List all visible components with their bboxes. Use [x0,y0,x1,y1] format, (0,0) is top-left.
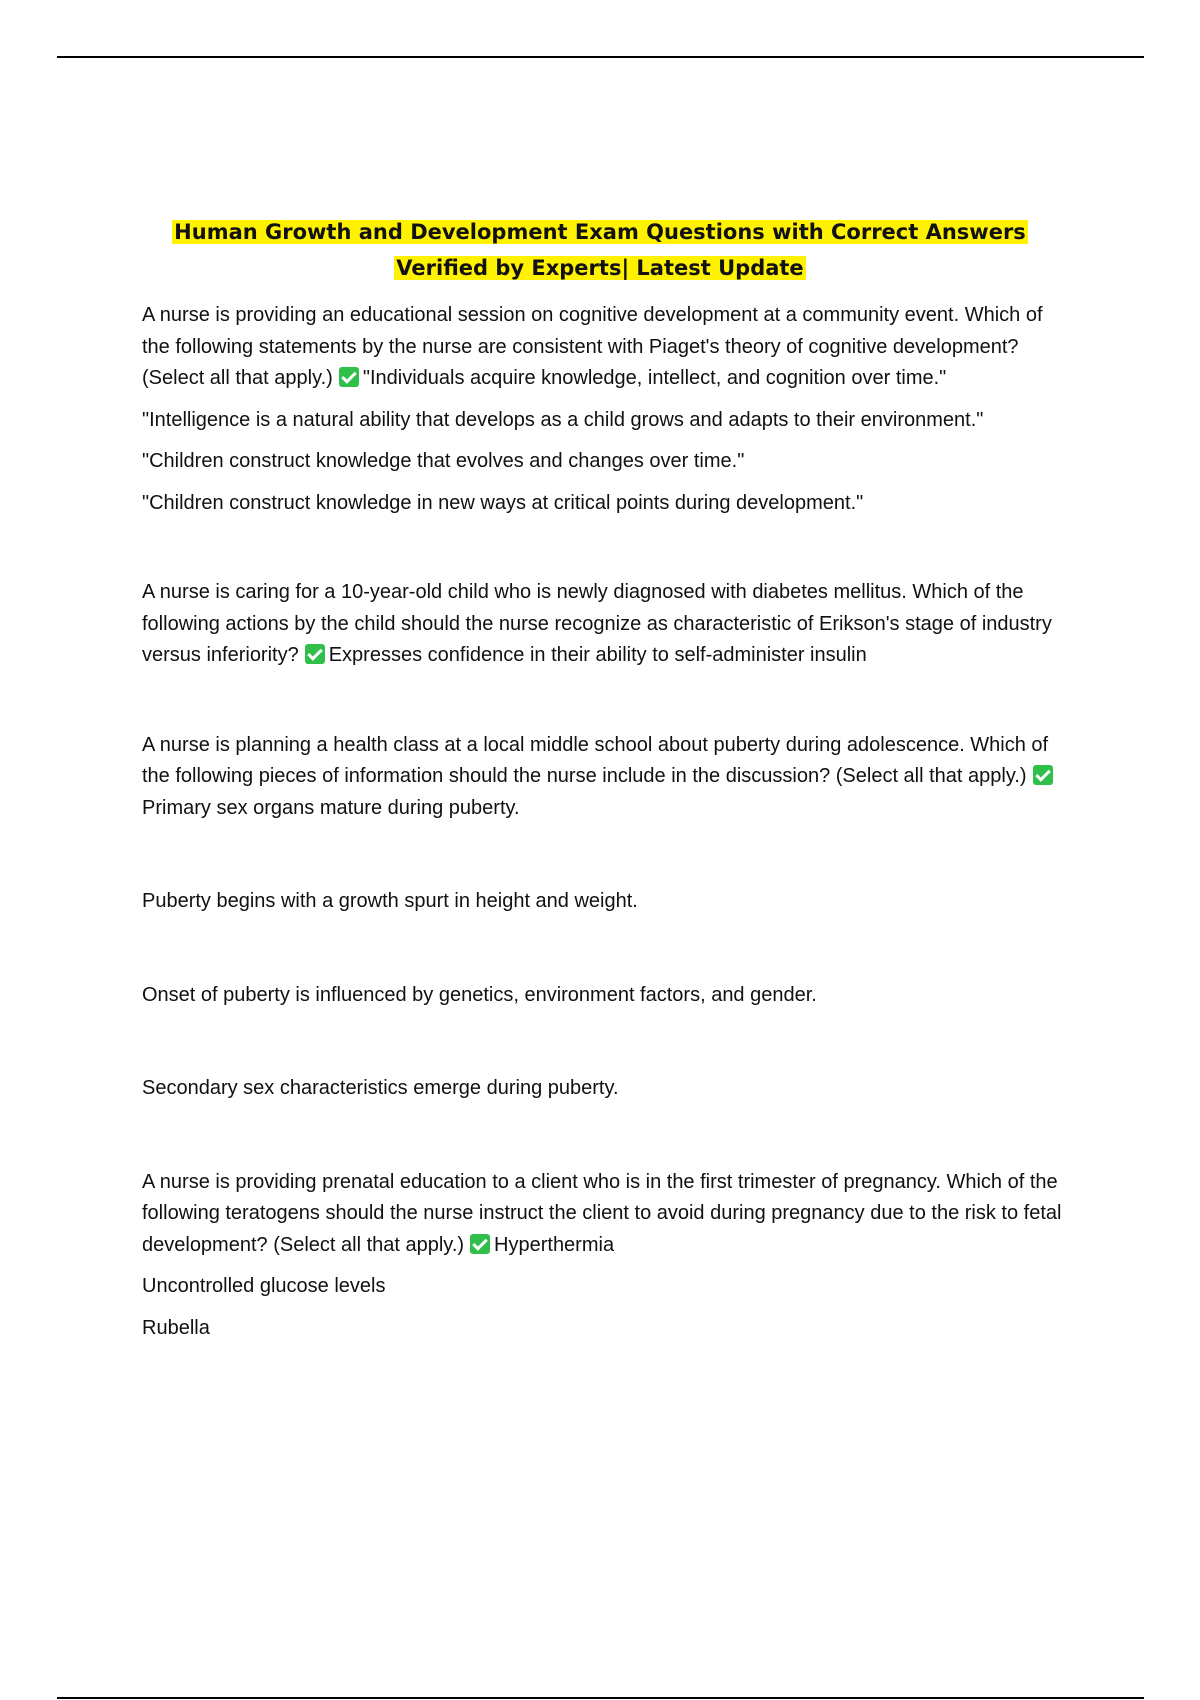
question-4-text: A nurse is providing prenatal education to a client who is in the first trimester of pregnancy. Which of the following teratogens should the nurse instruct the client to avoid during pregnancy due to the risk to fetal development? (Select all that apply.) [142,1170,1062,1256]
question-2 [142,577,1072,672]
question-3-text: A nurse is planning a health class at a local middle school about puberty during adolescence. Which of the following pieces of information should the nurse include in the discussion? (Select all that apply.) [142,733,1049,787]
bottom-rule [57,1697,1144,1699]
title-line-1 [0,214,1200,250]
title-highlight-1: Human Growth and Development Exam Questions with Correct Answers [174,220,1026,244]
document-title [0,214,1200,286]
question-1-text: A nurse is providing an educational session on cognitive development at a community event. Which of the following statements by the nurse are consistent with Piaget's theory of cognitive development? (Select all that apply.) [142,304,1043,389]
question-4-option-2: Rubella [142,1316,210,1339]
question-1-option-1: "Intelligence is a natural ability that develops as a child grows and adapts to their environment." [142,408,984,431]
question-4-answer: Hyperthermia [494,1233,615,1256]
question-1 [142,300,1072,395]
question-1-answer: "Individuals acquire knowledge, intellect, and cognition over time." [362,367,947,389]
question-4-option-1: Uncontrolled glucose levels [142,1275,386,1297]
question-1-option-3: "Children construct knowledge in new ways at critical points during development." [142,491,864,514]
question-2-answer: Expresses confidence in their ability to self-administer insulin [328,644,867,666]
check-mark-icon [470,1234,490,1254]
question-list [142,300,1072,1344]
top-rule [57,56,1144,58]
question-1-option-2: "Children construct knowledge that evolves and changes over time." [142,450,745,472]
question-3-option-1: Puberty begins with a growth spurt in height and weight. [142,890,638,912]
title-highlight-2: Verified by Experts| Latest Update [396,256,804,280]
question-3-answer: Primary sex organs mature during puberty. [142,796,520,819]
check-mark-icon [339,367,359,387]
question-3-option-3: Secondary sex characteristics emerge during puberty. [142,1077,619,1099]
title-line-2 [0,250,1200,286]
check-mark-icon [1033,765,1053,785]
question-3-option-2: Onset of puberty is influenced by genetics, environment factors, and gender. [142,983,817,1006]
check-mark-icon [305,644,325,664]
question-2-text: A nurse is caring for a 10-year-old child who is newly diagnosed with diabetes mellitus. Which of the following actions by the child should the nurse recognize as characteristic of Erikson's stage of industry versus inferiority? [142,581,1052,666]
question-4 [142,1167,1072,1262]
question-3 [142,730,1072,825]
